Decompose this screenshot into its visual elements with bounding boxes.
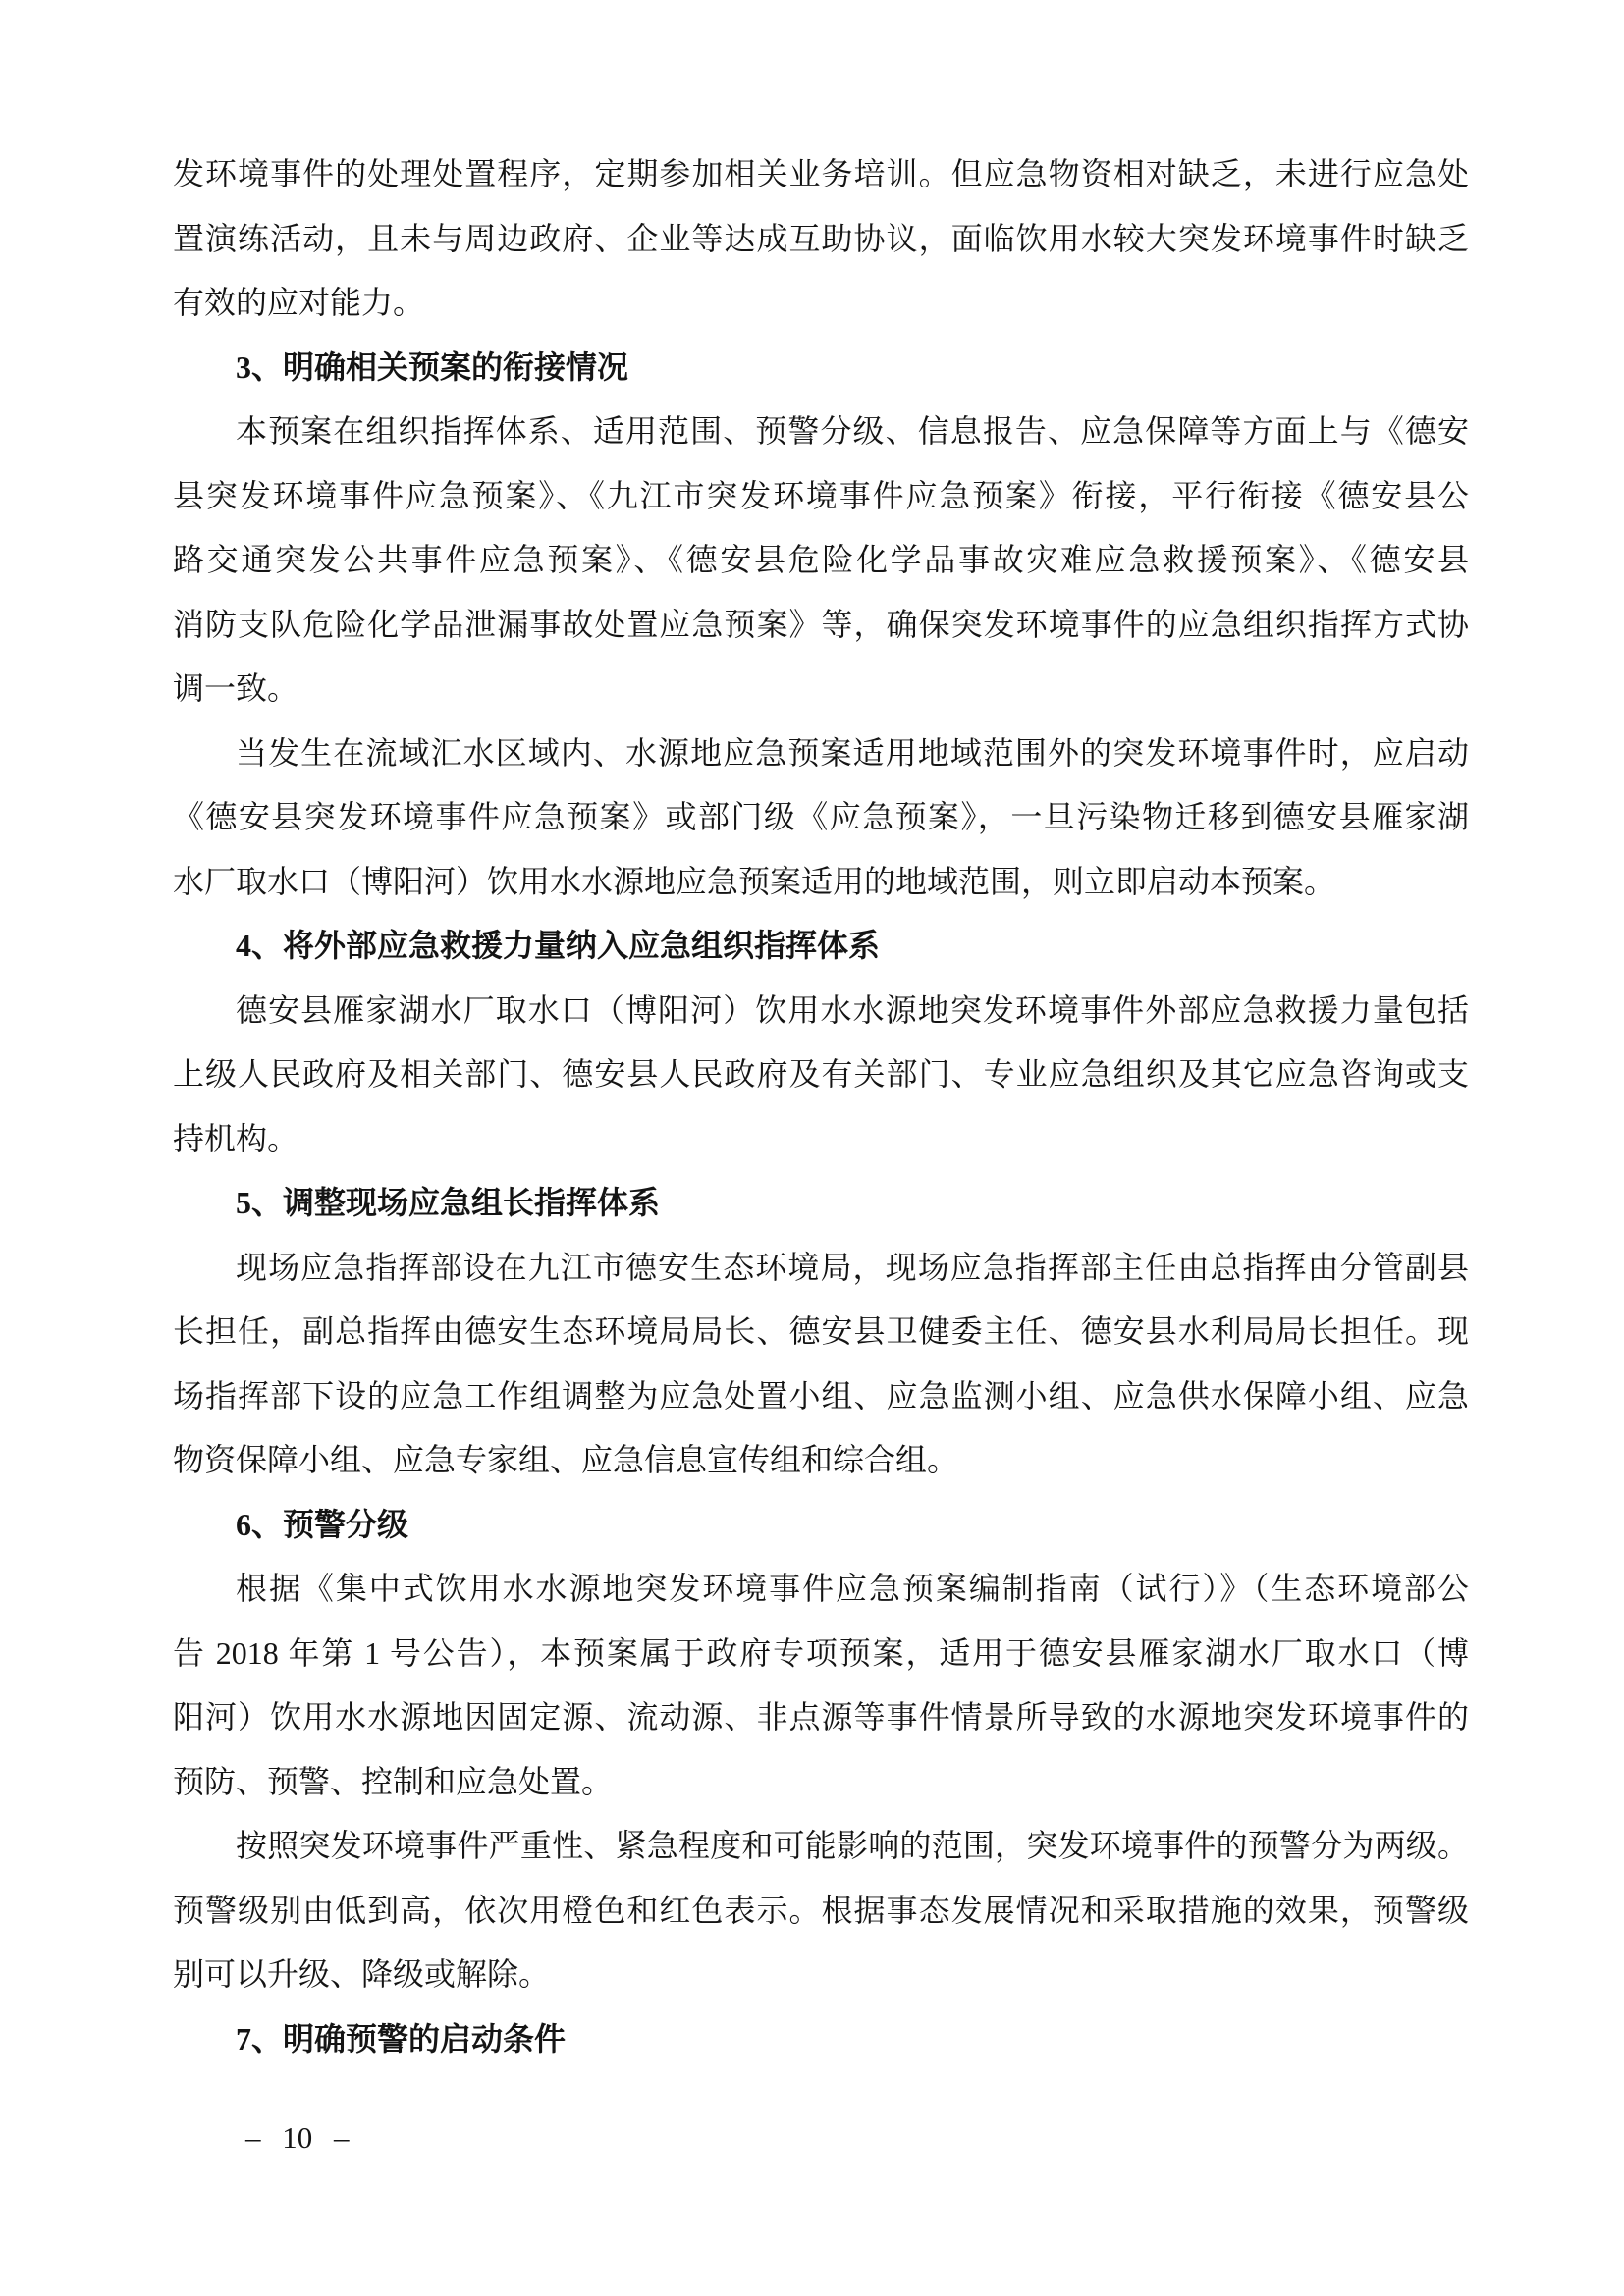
- text-line: 物资保障小组、应急专家组、应急信息宣传组和综合组。: [173, 1442, 959, 1477]
- text-line: 德安县雁家湖水厂取水口（博阳河）饮用水水源地突发环境事件外部应急救援力量包括: [236, 991, 1469, 1028]
- text-line: 持机构。: [173, 1120, 299, 1156]
- heading-5: 5、调整现场应急组长指挥体系: [236, 1185, 661, 1220]
- text-line: 告 2018 年第 1 号公告），本预案属于政府专项预案，适用于德安县雁家湖水厂取水口（博: [173, 1634, 1469, 1671]
- text-line: 县突发环境事件应急预案》、《九江市突发环境事件应急预案》衔接，平行衔接《德安县公: [173, 477, 1469, 513]
- text-line: 当发生在流域汇水区域内、水源地应急预案适用地域范围外的突发环境事件时，应启动: [236, 734, 1469, 771]
- text-line: 别可以升级、降级或解除。: [173, 1956, 551, 1992]
- text-line: 消防支队危险化学品泄漏事故处置应急预案》等，确保突发环境事件的应急组织指挥方式协: [173, 606, 1469, 642]
- heading-3: 3、明确相关预案的衔接情况: [236, 348, 629, 385]
- heading-6: 6、预警分级: [236, 1506, 409, 1542]
- text-line: 路交通突发公共事件应急预案》、《德安县危险化学品事故灾难应急救援预案》、《德安县: [173, 542, 1469, 577]
- page-number: – 10 –: [245, 2120, 350, 2155]
- text-line: 有效的应对能力。: [173, 285, 425, 320]
- text-line: 现场应急指挥部设在九江市德安生态环境局，现场应急指挥部主任由总指挥由分管副县: [236, 1249, 1469, 1285]
- text-line: 长担任，副总指挥由德安生态环境局局长、德安县卫健委主任、德安县水利局局长担任。现: [173, 1313, 1469, 1349]
- heading-7: 7、明确预警的启动条件: [236, 2020, 567, 2056]
- text-line: 根据《集中式饮用水水源地突发环境事件应急预案编制指南（试行）》（生态环境部公: [236, 1571, 1469, 1606]
- text-line: 按照突发环境事件严重性、紧急程度和可能影响的范围，突发环境事件的预警分为两级。: [236, 1828, 1469, 1863]
- heading-4: 4、将外部应急救援力量纳入应急组织指挥体系: [236, 928, 881, 963]
- text-line: 预警级别由低到高，依次用橙色和红色表示。根据事态发展情况和采取措施的效果，预警级: [173, 1892, 1469, 1928]
- text-line: 本预案在组织指挥体系、适用范围、预警分级、信息报告、应急保障等方面上与《德安: [236, 413, 1469, 449]
- text-line: 调一致。: [173, 670, 299, 706]
- text-line: 水厂取水口（博阳河）饮用水水源地应急预案适用的地域范围，则立即启动本预案。: [173, 863, 1336, 899]
- text-line: 上级人民政府及相关部门、德安县人民政府及有关部门、专业应急组织及其它应急咨询或支: [173, 1056, 1469, 1092]
- text-line: 置演练活动，且未与周边政府、企业等达成互助协议，面临饮用水较大突发环境事件时缺乏: [173, 220, 1469, 256]
- text-line: 场指挥部下设的应急工作组调整为应急处置小组、应急监测小组、应急供水保障小组、应急: [173, 1377, 1469, 1414]
- text-line: 《德安县突发环境事件应急预案》或部门级《应急预案》，一旦污染物迁移到德安县雁家湖: [173, 799, 1469, 834]
- text-line: 发环境事件的处理处置程序，定期参加相关业务培训。但应急物资相对缺乏，未进行应急处: [173, 156, 1469, 191]
- text-line: 阳河）饮用水水源地因固定源、流动源、非点源等事件情景所导致的水源地突发环境事件的: [173, 1699, 1469, 1735]
- text-line: 预防、预警、控制和应急处置。: [173, 1763, 614, 1799]
- page-body-text: [173, 142, 1469, 2071]
